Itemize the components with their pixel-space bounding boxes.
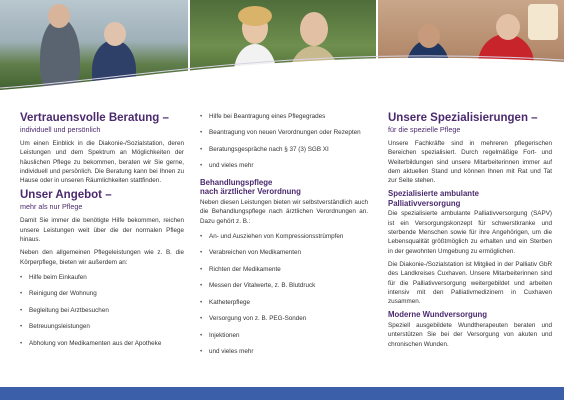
list-item: • Begleitung bei Arztbesuchen: [20, 306, 184, 315]
list-item: • Beratungsgespräche nach § 37 (3) SGB XI: [200, 145, 368, 154]
list-item: • Injektionen: [200, 331, 368, 340]
list-item: • Abholung von Medikamenten aus der Apotheke: [20, 339, 184, 348]
list-item: • An- und Ausziehen von Kompressionsstrümpfen: [200, 232, 368, 241]
paragraph-specializations: Unsere Fachkräfte sind in mehreren pflegerischen Bereichen spezialisiert. Durch regelmäßige Fort- und Weiterbildungen sind unsere Mitarbeiterinnen immer auf dem aktuellen Stand und können Ihnen mit Rat und Tat zur Seite stehen.: [388, 140, 552, 185]
list-item: • Messen der Vitalwerte, z. B. Blutdruck: [200, 281, 368, 290]
heading-consulting: Vertrauensvolle Beratung –: [20, 112, 169, 124]
heading-wound-care: Moderne Wundversorgung: [388, 310, 488, 320]
footer-bar: [0, 387, 564, 400]
list-item: • Verabreichen von Medikamenten: [200, 248, 368, 257]
list-item: • Reinigung der Wohnung: [20, 289, 184, 298]
heading-treatment-care: Behandlungspflege: [200, 177, 273, 187]
services-list-continued: [200, 112, 368, 171]
subheading-consulting: individuell und persönlich: [20, 125, 101, 134]
subheading-offer: mehr als nur Pflege: [20, 202, 83, 212]
subheading-specializations: für die spezielle Pflege: [388, 125, 461, 134]
paragraph-offer-services: Neben den allgemeinen Pflegeleistungen wie z. B. die Körperpflege, bieten wir außerdem an:: [20, 249, 184, 266]
list-item: • Beantragung von neuen Verordnungen oder Rezepten: [200, 128, 368, 137]
heading-specializations: Unsere Spezialisierungen –: [388, 112, 538, 124]
list-item: • und vieles mehr: [200, 161, 368, 170]
heading-palliative-care: Spezialisierte ambulante Palliativversorgung: [388, 189, 479, 208]
paragraph-palliative-network: Die Diakonie-/Sozialstation ist Mitglied in der Palliativ GbR des Landkreises Cuxhaven. Unsere Mitarbeiterinnen sind für die Palliativversorgung weitergebildet und arbeiten intensiv mit den Palliativmedizinern in Cuxhaven zusammen.: [388, 260, 552, 306]
list-item: • Richten der Medikamente: [200, 265, 368, 274]
column-consulting-offer: [20, 112, 184, 355]
paragraph-wound-care: Speziell ausgebildete Wundtherapeuten beraten und unterstützen Sie bei der Versorgung von akuten und chronischen Wunden.: [388, 321, 552, 348]
paragraph-treatment-care: Neben diesen Leistungen bieten wir selbstverständlich auch die Behandlungspflege nach ärztlichen Verordnungen an. Dazu gehört z. B.:: [200, 198, 368, 225]
list-item: • Katheterpflege: [200, 298, 368, 307]
decorative-wave: [0, 40, 564, 110]
heading-offer: Unser Angebot –: [20, 189, 112, 202]
subheading-treatment-care: nach ärztlicher Verordnung: [200, 187, 301, 197]
column-treatment-care: [200, 112, 368, 364]
list-item: • Betreuungsleistungen: [20, 322, 184, 331]
services-list: [20, 273, 184, 348]
column-specializations: [388, 112, 552, 353]
paragraph-offer-intro: Damit Sie immer die benötigte Hilfe bekommen, reichen unsere Leistungen weit über die der normalen Pflege hinaus.: [20, 217, 184, 244]
paragraph-palliative-care: Die spezialisierte ambulante Palliativversorgung (SAPV) ist ein Versorgungskonzept für schwerstkranke und sterbende Menschen sowie für ihre Angehörigen, um die Lebensqualität größtmöglich zu erhalten und ein Sterben in der gewohnten Umgebung zu ermöglichen.: [388, 210, 552, 255]
treatment-list: [200, 232, 368, 357]
list-item: • und vieles mehr: [200, 347, 368, 356]
paragraph-consulting: Um einen Einblick in die Diakonie-/Sozialstation, deren Leistungen und dem Spektrum an Möglichkeiten der häuslichen Pflege zu bekommen, beraten wir Sie gerne, individuell und persönlich. Die Beratung kann bei Ihnen zu Hause oder in unseren Räumlichkeiten stattfinden.: [20, 140, 184, 185]
list-item: • Versorgung von z. B. PEG-Sonden: [200, 314, 368, 323]
list-item: • Hilfe beim Einkaufen: [20, 273, 184, 282]
list-item: • Hilfe bei Beantragung eines Pflegegrades: [200, 112, 368, 121]
